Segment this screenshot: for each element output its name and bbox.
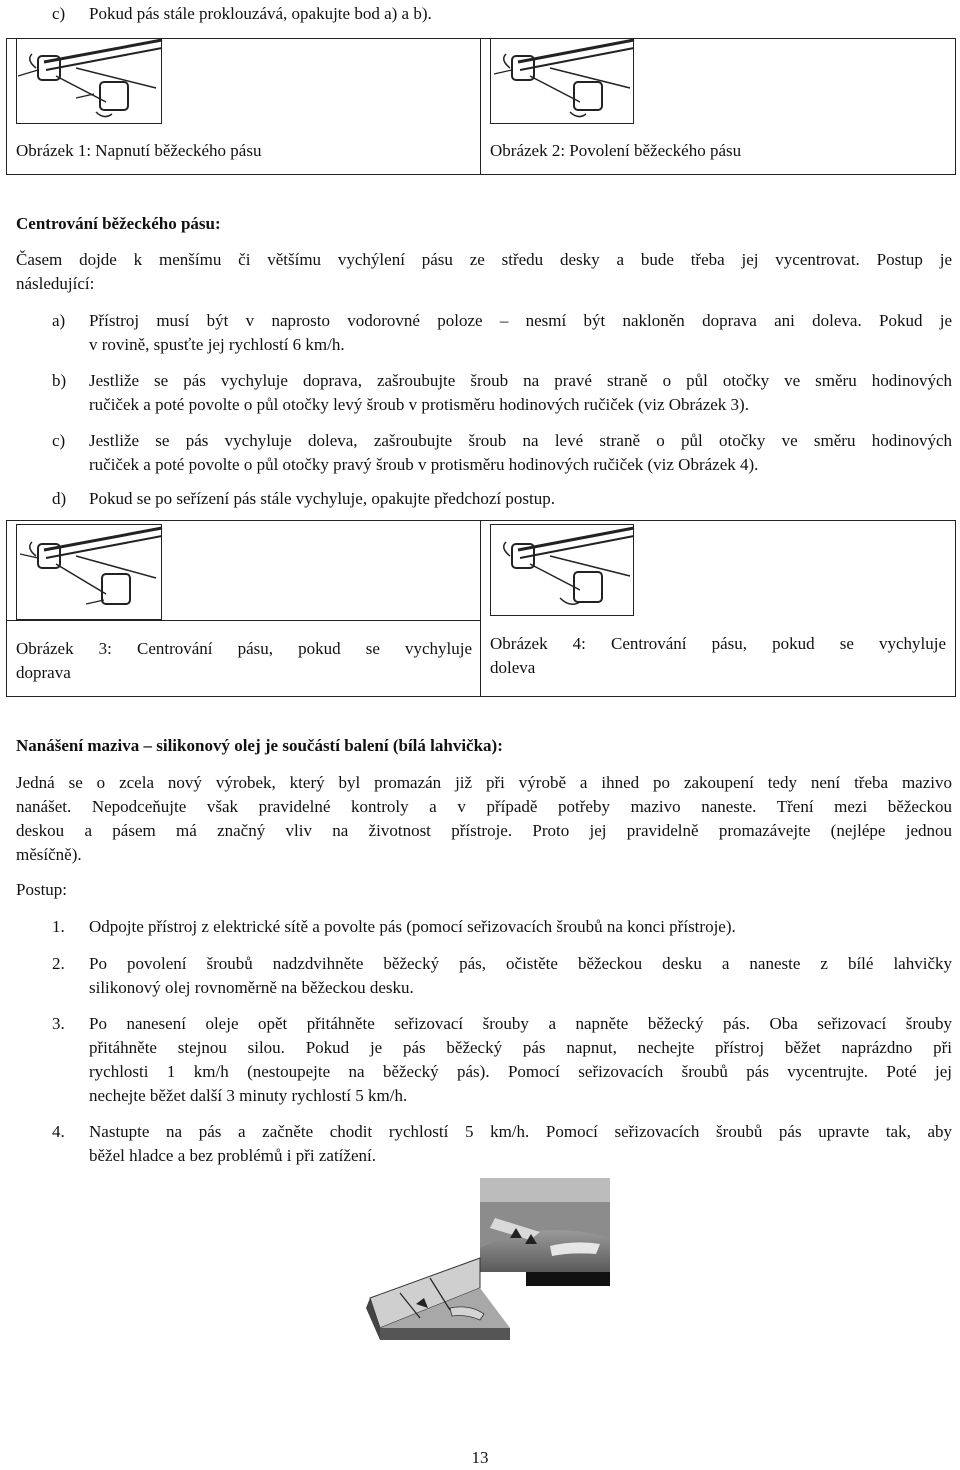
lubrication-para-line: deskou a pásem má značný vliv na životnost přístroje. Proto jej pravidelně promazávejte (nejlépe jednou <box>16 821 952 840</box>
centering-item-line-2: ručiček a poté povolte o půl otočky pravý šroub v protisměru hodinových ručiček (viz Obrázek 4). <box>89 455 759 474</box>
lubrication-para-line: nanášet. Nepodceňujte však pravidelné kontroly a v případě potřeby mazivo naneste. Tření mezi běžeckou <box>16 797 952 816</box>
step-line: Po povolení šroubů nadzdvihněte běžecký pás, očistěte běžeckou desku a naneste z bílé lahvičky <box>89 954 952 973</box>
step-line: přitáhněte stejnou silou. Pokud je pás běžecký pás napnut, nechejte přístroj běžet naprázdno při <box>89 1038 952 1057</box>
figure-table-1-divider <box>480 38 481 175</box>
step-line: Nastupte na pás a začněte chodit rychlostí 5 km/h. Pomocí seřizovacích šroubů pás upravte tak, aby <box>89 1122 952 1141</box>
centering-item-line-2: v rovině, spusťte jej rychlostí 6 km/h. <box>89 335 345 354</box>
centering-item-line-1: Přístroj musí být v naprosto vodorovné poloze – nesmí být nakloněn doprava ani doleva. Pokud je <box>89 311 952 330</box>
lubrication-heading: Nanášení maziva – silikonový olej je součástí balení (bílá lahvička): <box>16 736 503 755</box>
centering-item-label: d) <box>52 489 67 508</box>
centering-item-label: a) <box>52 311 66 330</box>
postup-label: Postup: <box>16 880 68 899</box>
step-line: nechejte běžet další 3 minuty rychlostí 5 km/h. <box>89 1086 408 1105</box>
step-line: rychlosti 1 km/h (nestoupejte na běžecký pás). Pomocí seřizovacích šroubů pás vycentrujte. Poté jej <box>89 1062 952 1081</box>
step-line: Odpojte přístroj z elektrické sítě a povolte pás (pomocí seřizovacích šroubů na konci přístroje). <box>89 917 736 936</box>
figure-3-caption-line-1: Obrázek 3: Centrování pásu, pokud se vychyluje <box>16 639 472 658</box>
centering-item-line-1: Jestliže se pás vychyluje doprava, zašroubujte šroub na pravé straně o půl otočky ve směru hodinových <box>89 371 952 390</box>
centering-intro-line-1: Časem dojde k menšímu či většímu vychýlení pásu ze středu desky a bude třeba jej vycentrovat. Postup je <box>16 250 952 269</box>
centering-intro-line-2: následující: <box>16 274 95 293</box>
treadmill-center-left-icon <box>490 524 634 616</box>
lubrication-para-line: Jedná se o zcela nový výrobek, který byl promazán již při výrobě a ihned po zakoupení tedy není třeba mazivo <box>16 773 952 792</box>
centering-item-line-1: Jestliže se pás vychyluje doleva, zašroubujte šroub na levé straně o půl otočky ve směru hodinových <box>89 431 952 450</box>
treadmill-tension-icon <box>16 38 162 124</box>
step-label: 1. <box>52 917 65 936</box>
centering-item-line-2: ručiček a poté povolte o půl otočky levý šroub v protisměru hodinových ručiček (viz Obrázek 3). <box>89 395 749 414</box>
step-line: silikonový olej rovnoměrně na běžeckou desku. <box>89 978 414 997</box>
step-label: 2. <box>52 954 65 973</box>
figure-table-2-row-line <box>6 620 480 621</box>
top-item-label: c) <box>52 4 66 23</box>
top-item-text: Pokud pás stále proklouzává, opakujte bod a) a b). <box>89 4 432 23</box>
step-label: 3. <box>52 1014 65 1033</box>
centering-item-label: c) <box>52 431 66 450</box>
figure-1-caption: Obrázek 1: Napnutí běžeckého pásu <box>16 141 262 160</box>
lubrication-photo-icon <box>360 1178 610 1346</box>
figure-4-caption-line-2: doleva <box>490 658 536 677</box>
centering-item-label: b) <box>52 371 67 390</box>
step-line: běžel hladce a bez problémů i při zatížení. <box>89 1146 376 1165</box>
treadmill-loosen-icon <box>490 38 634 124</box>
lubrication-para-line: měsíčně). <box>16 845 82 864</box>
step-line: Po nanesení oleje opět přitáhněte seřizovací šrouby a napněte běžecký pás. Oba seřizovací šrouby <box>89 1014 952 1033</box>
page-number: 13 <box>471 1448 489 1467</box>
centering-heading: Centrování běžeckého pásu: <box>16 214 221 233</box>
figure-4-caption-line-1: Obrázek 4: Centrování pásu, pokud se vychyluje <box>490 634 946 653</box>
centering-item-line-1: Pokud se po seřízení pás stále vychyluje, opakujte předchozí postup. <box>89 489 555 508</box>
step-label: 4. <box>52 1122 65 1141</box>
treadmill-center-right-icon <box>16 524 162 620</box>
figure-table-2-divider <box>480 520 481 697</box>
figure-2-caption: Obrázek 2: Povolení běžeckého pásu <box>490 141 742 160</box>
figure-3-caption-line-2: doprava <box>16 663 71 682</box>
